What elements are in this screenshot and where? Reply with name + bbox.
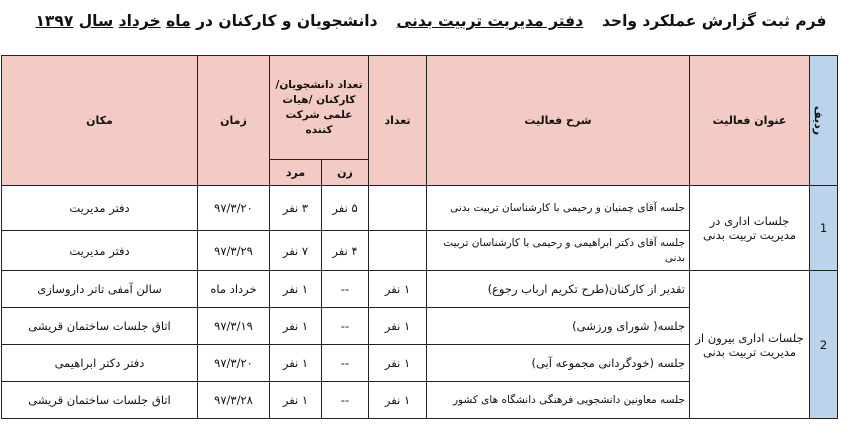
header-count: تعداد bbox=[369, 56, 427, 186]
activity-count: ۱ نفر bbox=[369, 271, 427, 308]
female-count: -- bbox=[322, 271, 369, 308]
male-count: ۱ نفر bbox=[270, 345, 322, 382]
header-time: زمان bbox=[198, 56, 270, 186]
row-number: 1 bbox=[810, 186, 838, 271]
title-month: خرداد bbox=[118, 12, 161, 30]
male-count: ۳ نفر bbox=[270, 186, 322, 231]
activity-count: ۱ نفر bbox=[369, 382, 427, 419]
header-description: شرح فعالیت bbox=[427, 56, 690, 186]
header-participants: تعداد دانشجویان/ کارکنان /هیات علمی شرکت کننده bbox=[270, 56, 369, 160]
activity-time: ۹۷/۳/۲۹ bbox=[198, 231, 270, 271]
header-place: مکان bbox=[2, 56, 198, 186]
female-count: -- bbox=[322, 345, 369, 382]
activity-count: ۱ نفر bbox=[369, 345, 427, 382]
title-year-label: سال bbox=[78, 12, 114, 30]
activity-count bbox=[369, 231, 427, 271]
activity-place: اتاق جلسات ساختمان قریشی bbox=[2, 382, 198, 419]
report-table-wrapper bbox=[0, 55, 862, 419]
activity-place: دفتر مدیریت bbox=[2, 231, 198, 271]
male-count: ۱ نفر bbox=[270, 308, 322, 345]
activity-description: جلسه( شورای ورزشی) bbox=[427, 308, 690, 345]
title-unit: دفتر مدیریت تربیت بدنی bbox=[396, 12, 584, 30]
header-activity-title: عنوان فعالیت bbox=[690, 56, 810, 186]
activity-time: خرداد ماه bbox=[198, 271, 270, 308]
activity-time: ۹۷/۳/۲۰ bbox=[198, 186, 270, 231]
title-part1: فرم ثبت گزارش عملکرد واحد bbox=[601, 12, 827, 30]
activity-count bbox=[369, 186, 427, 231]
female-count: -- bbox=[322, 382, 369, 419]
activity-title: جلسات اداری در مدیریت تربیت بدنی bbox=[690, 186, 810, 271]
activity-place: دفتر مدیریت bbox=[2, 186, 198, 231]
female-count: ۵ نفر bbox=[322, 186, 369, 231]
activity-description: تقدیر از کارکنان(طرح تکریم ارباب رجوع) bbox=[427, 271, 690, 308]
female-count: ۴ نفر bbox=[322, 231, 369, 271]
activity-description: جلسه معاونین دانشجویی فرهنگی دانشگاه های کشور bbox=[427, 382, 690, 419]
activity-description: جلسه (خودگردانی مجموعه آبی) bbox=[427, 345, 690, 382]
header-row-no: ردیف bbox=[810, 56, 838, 186]
title-part2: دانشجویان و کارکنان در bbox=[196, 12, 378, 30]
activity-place: سالن آمفی تاتر داروسازی bbox=[2, 271, 198, 308]
header-male: مرد bbox=[270, 160, 322, 186]
male-count: ۷ نفر bbox=[270, 231, 322, 271]
activity-description: جلسه آقای چمنیان و رحیمی با کارشناسان تربیت بدنی bbox=[427, 186, 690, 231]
table-row bbox=[2, 271, 838, 308]
activity-place: دفتر دکتر ابراهیمی bbox=[2, 345, 198, 382]
row-number: 2 bbox=[810, 271, 838, 419]
activity-title: جلسات اداری بیرون از مدیریت تربیت بدنی bbox=[690, 271, 810, 419]
header-female: زن bbox=[322, 160, 369, 186]
female-count: -- bbox=[322, 308, 369, 345]
form-title bbox=[0, 4, 862, 38]
activity-time: ۹۷/۳/۱۹ bbox=[198, 308, 270, 345]
activity-count: ۱ نفر bbox=[369, 308, 427, 345]
table-row bbox=[2, 186, 838, 231]
header-row bbox=[2, 56, 838, 160]
report-table bbox=[1, 55, 838, 419]
activity-place: اتاق جلسات ساختمان قریشی bbox=[2, 308, 198, 345]
title-month-label: ماه bbox=[166, 12, 191, 30]
male-count: ۱ نفر bbox=[270, 382, 322, 419]
title-year: ۱۳۹۷ bbox=[35, 12, 74, 30]
activity-time: ۹۷/۳/۲۸ bbox=[198, 382, 270, 419]
activity-time: ۹۷/۳/۲۰ bbox=[198, 345, 270, 382]
activity-description: جلسه آقای دکتر ابراهیمی و رحیمی با کارشناسان تربیت بدنی bbox=[427, 231, 690, 271]
male-count: ۱ نفر bbox=[270, 271, 322, 308]
